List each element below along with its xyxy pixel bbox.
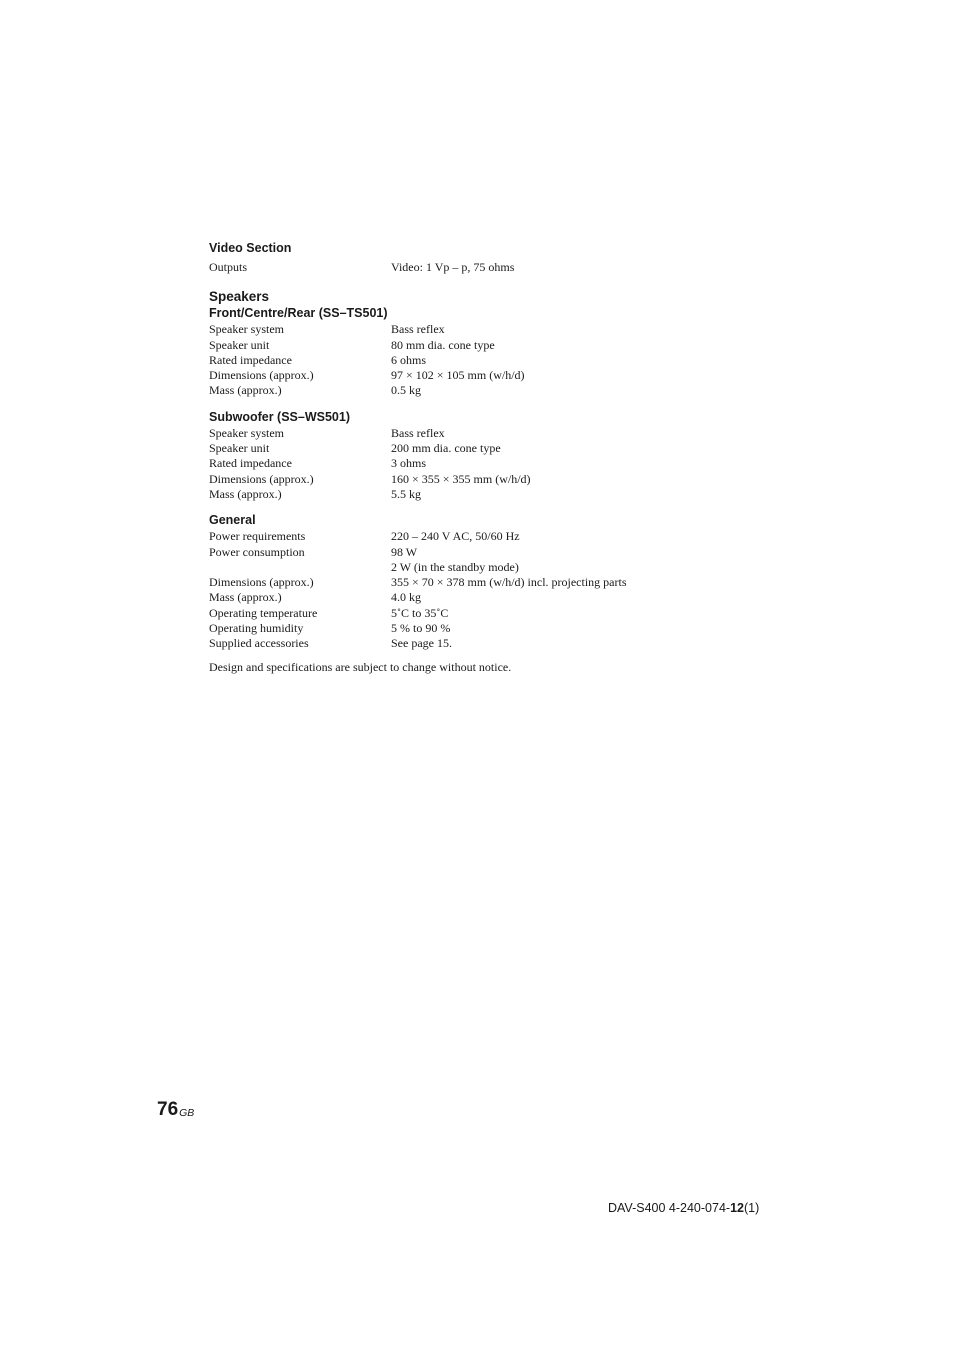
spec-content	[209, 240, 729, 687]
speakers-heading: Speakers	[209, 289, 270, 305]
spec-row	[209, 383, 729, 398]
doc-code-prefix: DAV-S400 4-240-074-	[608, 1201, 731, 1215]
doc-code-revision: 12	[730, 1201, 744, 1215]
spec-label	[209, 560, 391, 575]
spec-value: 4.0 kg	[391, 590, 421, 605]
spec-label: Speaker system	[209, 425, 284, 440]
video-section-table	[209, 260, 729, 275]
spec-label: Mass (approx.)	[209, 486, 282, 501]
spec-row	[209, 338, 729, 353]
spec-label: Mass (approx.)	[209, 590, 282, 605]
spec-value: 3 ohms	[391, 456, 427, 471]
spec-label: Power requirements	[209, 529, 306, 544]
subwoofer-table	[209, 426, 729, 502]
spec-value: 2 W (in the standby mode)	[391, 559, 519, 574]
spec-label: Mass (approx.)	[209, 383, 282, 398]
spec-row	[209, 621, 729, 636]
spec-value: 200 mm dia. cone type	[391, 441, 501, 456]
spec-row	[209, 545, 729, 560]
page-number	[157, 1098, 194, 1122]
spec-label: Supplied accessories	[209, 636, 309, 651]
spec-row	[209, 636, 729, 651]
document-code	[608, 1200, 759, 1216]
spec-row	[209, 529, 729, 544]
spec-value: 5.5 kg	[391, 486, 421, 501]
spec-label: Speaker unit	[209, 441, 270, 456]
spec-label: Speaker unit	[209, 337, 270, 352]
spec-value: 220 – 240 V AC, 50/60 Hz	[391, 529, 520, 544]
spec-label: Rated impedance	[209, 352, 292, 367]
spec-row	[209, 353, 729, 368]
spec-value: 160 × 355 × 355 mm (w/h/d)	[391, 471, 531, 486]
spec-value: 5˚C to 35˚C	[391, 605, 449, 620]
spec-value: 98 W	[391, 544, 418, 559]
spec-value: 0.5 kg	[391, 383, 421, 398]
subwoofer-heading: Subwoofer (SS–WS501)	[209, 409, 350, 424]
doc-code-suffix: (1)	[743, 1201, 760, 1215]
spec-row	[209, 606, 729, 621]
general-table	[209, 529, 729, 651]
spec-value: 5 % to 90 %	[391, 621, 451, 636]
spec-row	[209, 426, 729, 441]
general-heading: General	[209, 513, 256, 528]
front-speakers-table	[209, 322, 729, 398]
spec-label: Dimensions (approx.)	[209, 368, 314, 383]
spec-value: 80 mm dia. cone type	[391, 337, 495, 352]
spec-label: Dimensions (approx.)	[209, 471, 314, 486]
video-section-heading: Video Section	[209, 241, 292, 255]
spec-row	[209, 441, 729, 456]
spec-row	[209, 472, 729, 487]
spec-row	[209, 456, 729, 471]
spec-row	[209, 487, 729, 502]
specs-change-note: Design and specifications are subject to change without notice.	[209, 659, 512, 674]
spec-label: Dimensions (approx.)	[209, 575, 314, 590]
page-number-value: 76	[157, 1099, 179, 1120]
spec-value: 6 ohms	[391, 352, 427, 367]
spec-value: Video: 1 Vp – p, 75 ohms	[391, 260, 515, 274]
spec-row	[209, 560, 729, 575]
spec-label: Outputs	[209, 260, 248, 274]
spec-value: 355 × 70 × 378 mm (w/h/d) incl. projecting parts	[391, 575, 627, 590]
spec-value: 97 × 102 × 105 mm (w/h/d)	[391, 368, 525, 383]
spec-row	[209, 368, 729, 383]
spec-label: Rated impedance	[209, 456, 292, 471]
spec-label: Operating temperature	[209, 605, 318, 620]
spec-row	[209, 575, 729, 590]
spec-value: See page 15.	[391, 636, 452, 651]
spec-label: Power consumption	[209, 544, 305, 559]
spec-value: Bass reflex	[391, 425, 445, 440]
spec-label: Operating humidity	[209, 621, 304, 636]
spec-label: Speaker system	[209, 322, 284, 337]
front-speakers-heading: Front/Centre/Rear (SS–TS501)	[209, 306, 388, 321]
spec-row	[209, 322, 729, 337]
spec-row	[209, 260, 729, 275]
page-number-suffix: GB	[179, 1107, 195, 1119]
spec-row	[209, 590, 729, 605]
spec-value: Bass reflex	[391, 322, 445, 337]
